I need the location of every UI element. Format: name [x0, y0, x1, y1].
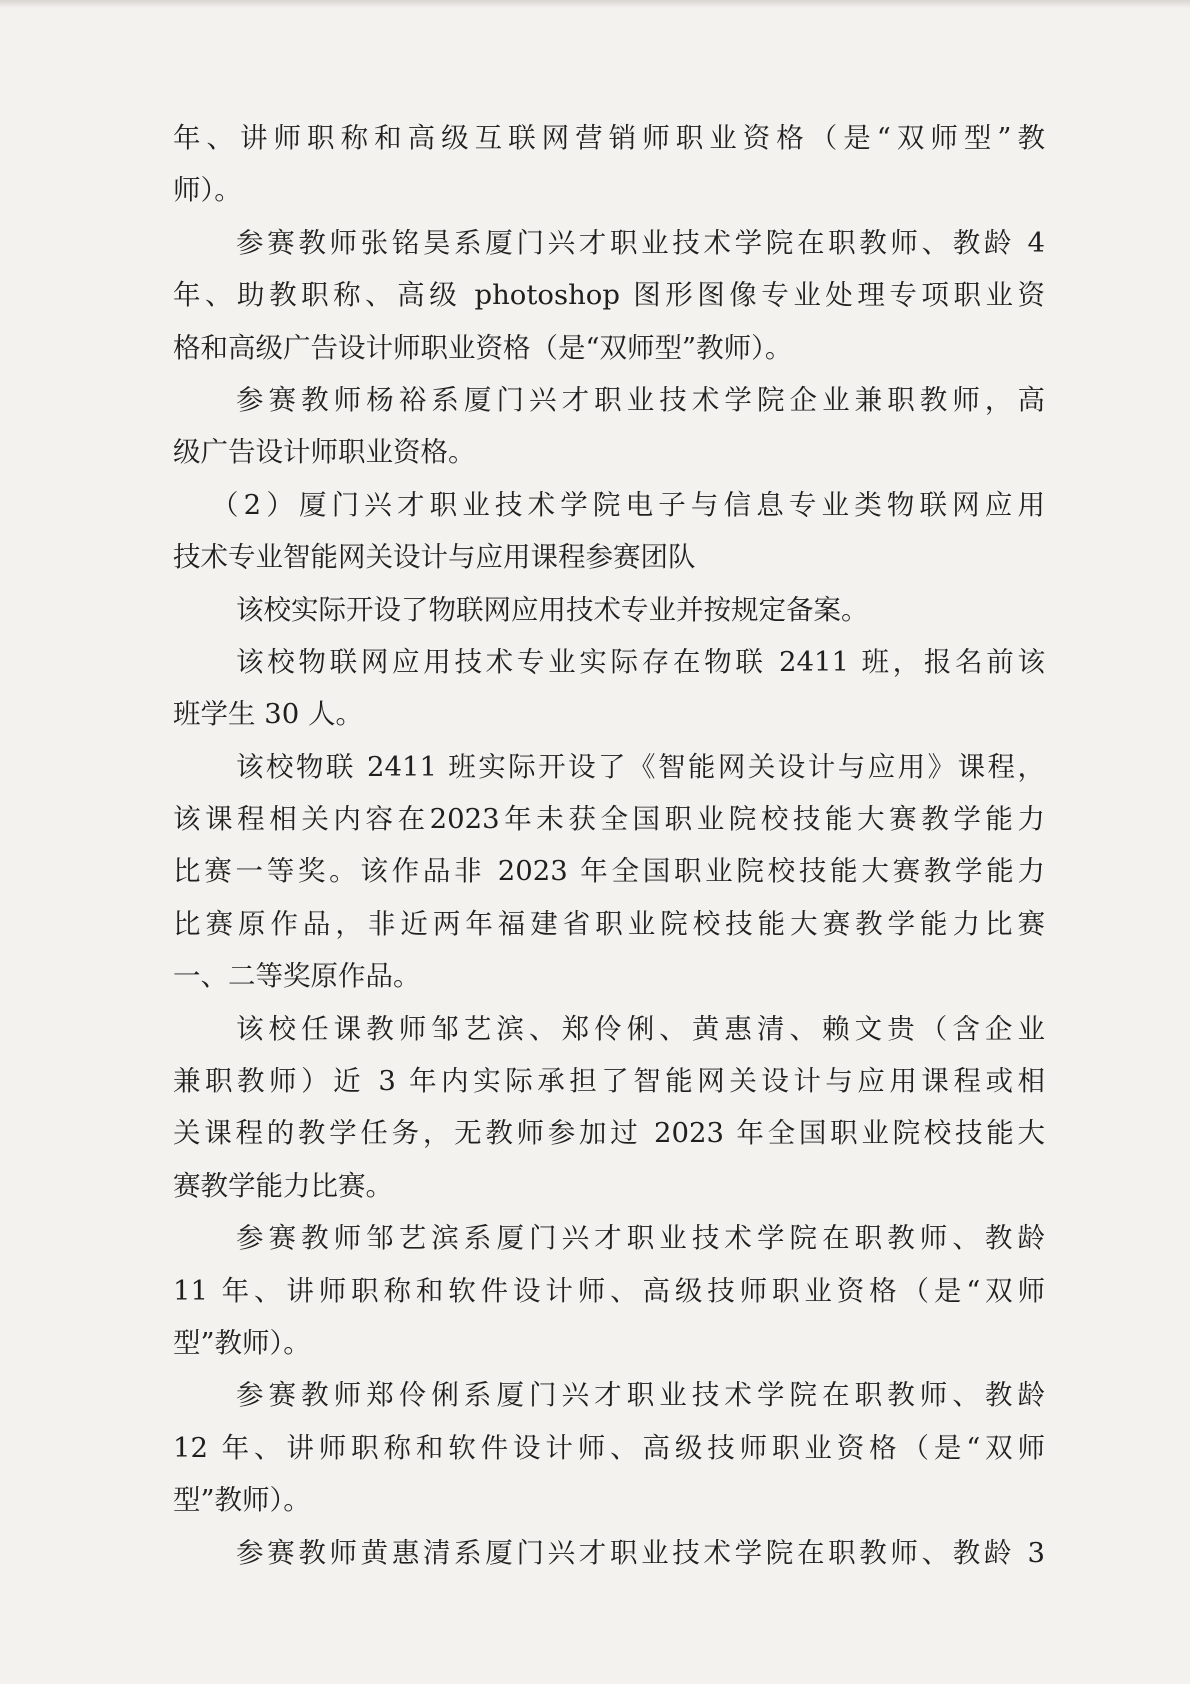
- scan-top-edge: [0, 0, 1190, 8]
- text-line: 年、助教职称、高级 photoshop 图形图像专业处理专项职业资: [173, 279, 1045, 312]
- text-line: 关课程的教学任务，无教师参加过 2023 年全国职业院校技能大: [173, 1117, 1045, 1150]
- text-line: 型”教师）。: [173, 1326, 311, 1359]
- text-line: 12 年、讲师职称和软件设计师、高级技师职业资格（是“双师: [173, 1431, 1045, 1464]
- text-line: 型”教师）。: [173, 1484, 311, 1517]
- text-line: 该校任课教师邹艺滨、郑伶俐、黄惠清、赖文贵（含企业: [236, 1012, 1045, 1045]
- text-line: 参赛教师黄惠清系厦门兴才职业技术学院在职教师、教龄 3: [236, 1536, 1045, 1569]
- text-line: 参赛教师杨裕系厦门兴才职业技术学院企业兼职教师，高: [236, 383, 1045, 416]
- section-heading: （2）厦门兴才职业技术学院电子与信息专业类物联网应用: [211, 488, 1045, 521]
- text-line: 参赛教师邹艺滨系厦门兴才职业技术学院在职教师、教龄: [236, 1222, 1045, 1255]
- text-line: 比赛一等奖。该作品非 2023 年全国职业院校技能大赛教学能力: [173, 855, 1045, 888]
- text-line: 格和高级广告设计师职业资格（是“双师型”教师）。: [173, 331, 793, 364]
- text-line: 师）。: [173, 174, 242, 207]
- section-heading-continued: 技术专业智能网关设计与应用课程参赛团队: [173, 541, 696, 574]
- text-line: 比赛原作品，非近两年福建省职业院校技能大赛教学能力比赛: [173, 907, 1045, 940]
- text-line: 兼职教师）近 3 年内实际承担了智能网关设计与应用课程或相: [173, 1065, 1045, 1098]
- text-line: 该校实际开设了物联网应用技术专业并按规定备案。: [236, 593, 869, 626]
- text-line: 参赛教师郑伶俐系厦门兴才职业技术学院在职教师、教龄: [236, 1379, 1045, 1412]
- text-line: 一、二等奖原作品。: [173, 960, 421, 993]
- text-line: 年、讲师职称和高级互联网营销师职业资格（是“双师型”教: [173, 122, 1045, 154]
- text-line: 赛教学能力比赛。: [173, 1169, 393, 1202]
- text-line: 该校物联 2411 班实际开设了《智能网关设计与应用》课程，: [236, 750, 1045, 783]
- text-line: 班学生 30 人。: [173, 698, 363, 731]
- document-body: [173, 112, 1045, 1579]
- text-line: 该课程相关内容在2023年未获全国职业院校技能大赛教学能力: [173, 803, 1045, 836]
- text-line: 11 年、讲师职称和软件设计师、高级技师职业资格（是“双师: [173, 1274, 1045, 1307]
- text-line: 参赛教师张铭昊系厦门兴才职业技术学院在职教师、教龄 4: [236, 226, 1045, 259]
- text-line: 该校物联网应用技术专业实际存在物联 2411 班，报名前该: [236, 645, 1045, 678]
- text-line: 级广告设计师职业资格。: [173, 436, 476, 469]
